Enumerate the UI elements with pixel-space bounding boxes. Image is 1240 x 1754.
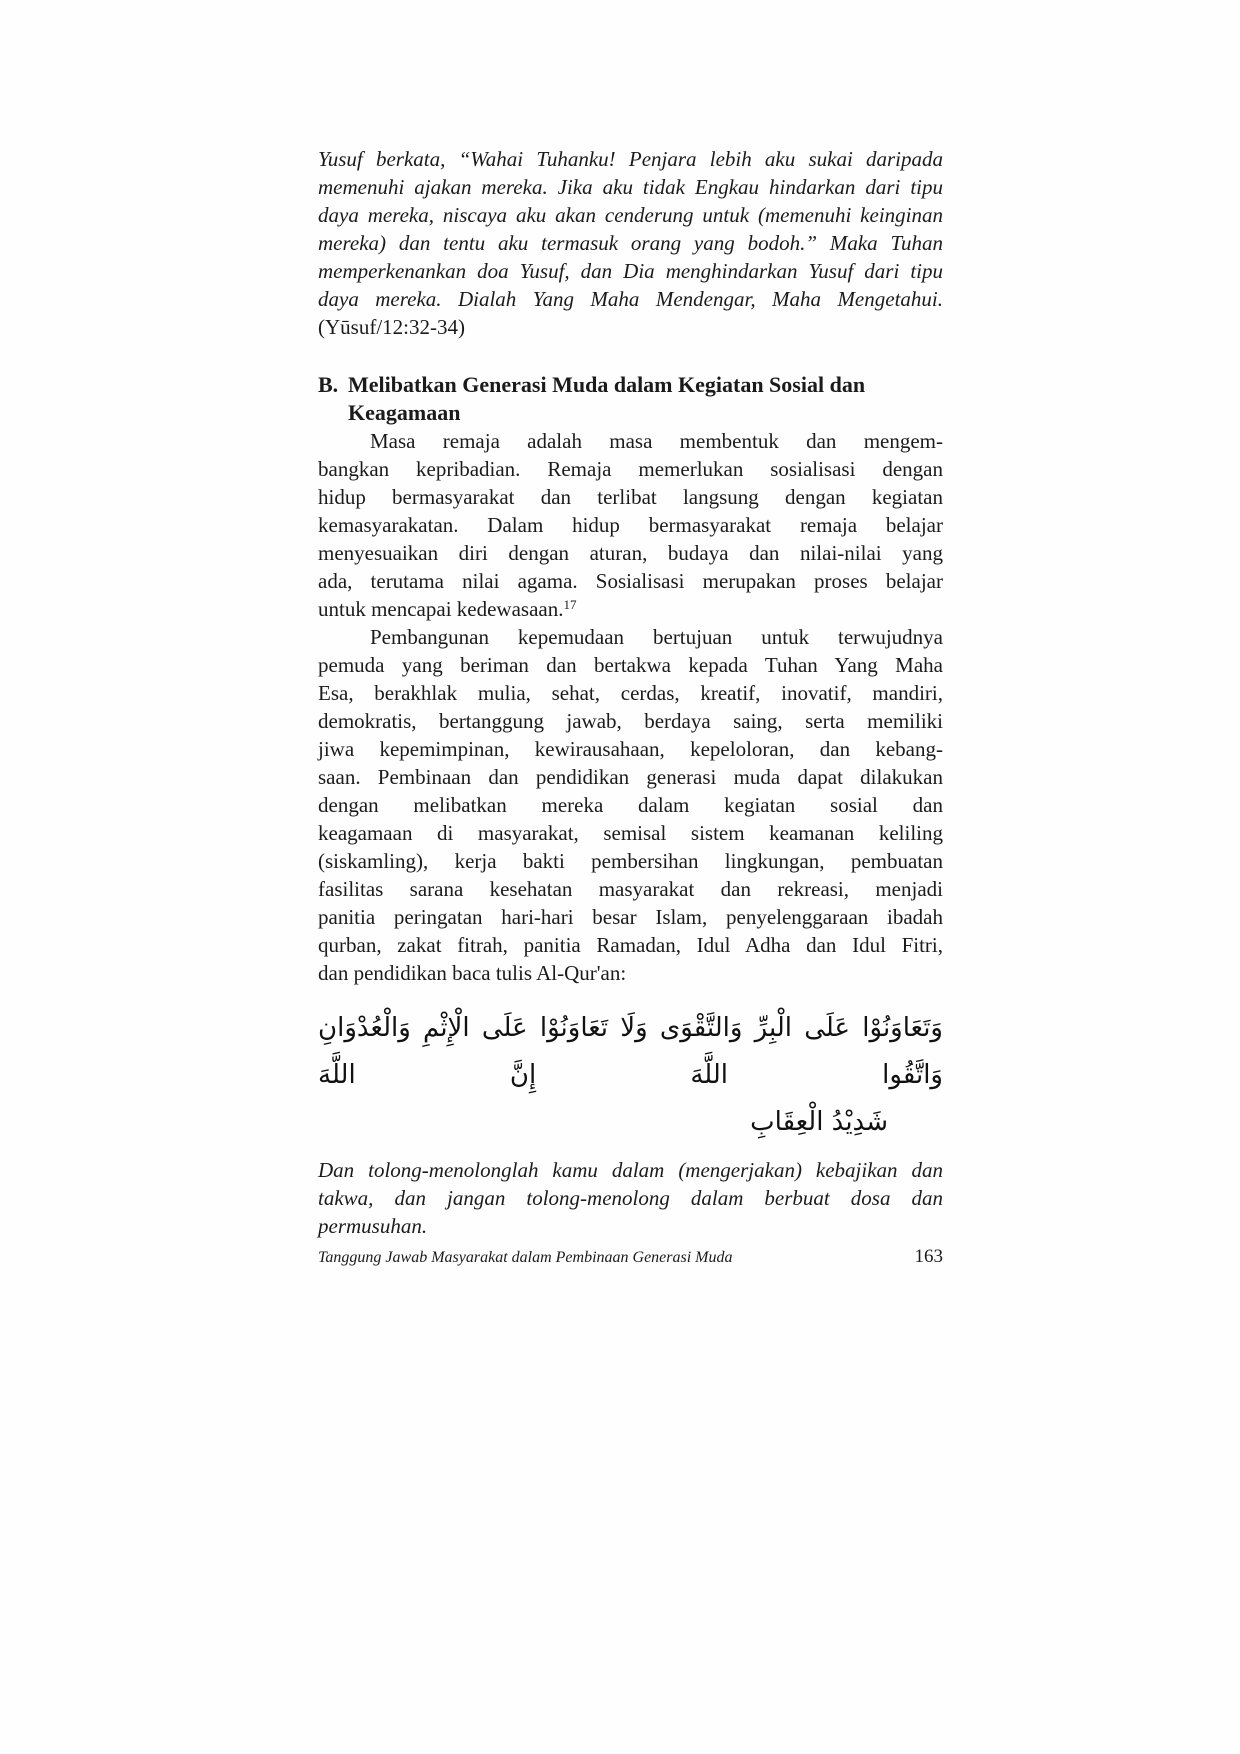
quote-line: memperkenankan doa Yusuf, dan Dia menghindarkan Yusuf dari tipu: [318, 259, 943, 283]
page-content: [318, 145, 943, 1240]
paragraph-line: bangkan kepribadian. Remaja memerlukan sosialisasi dengan: [318, 457, 943, 481]
section-title-line1: Melibatkan Generasi Muda dalam Kegiatan Sosial dan: [348, 372, 866, 397]
paragraph-line: panitia peringatan hari-hari besar Islam, penyelenggaraan ibadah: [318, 905, 943, 929]
paragraph-line: Esa, berakhlak mulia, sehat, cerdas, kreatif, inovatif, mandiri,: [318, 681, 943, 705]
paragraph-line: saan. Pembinaan dan pendidikan generasi muda dapat dilakukan: [318, 765, 943, 789]
paragraph-line: fasilitas sarana kesehatan masyarakat dan rekreasi, menjadi: [318, 877, 943, 901]
paragraph-line: dan pendidikan baca tulis Al-Qur'an:: [318, 961, 627, 985]
section-title-line2: Keagamaan: [348, 400, 461, 425]
page-number: 163: [914, 1246, 943, 1267]
paragraph-line: keagamaan di masyarakat, semisal sistem keamanan keliling: [318, 821, 943, 845]
running-footer-title: Tanggung Jawab Masyarakat dalam Pembinaan Generasi Muda: [318, 1249, 733, 1266]
paragraph-line: pemuda yang beriman dan bertakwa kepada Tuhan Yang Maha: [318, 653, 943, 677]
section-title: [348, 371, 865, 427]
body-paragraph-2: [318, 623, 943, 987]
section-label: B.: [318, 372, 339, 397]
quote-translation-text: [318, 145, 943, 313]
body-paragraph-1: [318, 427, 943, 623]
quote-line: daya mereka. Dialah Yang Maha Mendengar, Maha Mengetahui.: [318, 287, 943, 311]
quote-line: mereka) dan tentu aku termasuk orang yang bodoh.” Maka Tuhan: [318, 231, 943, 255]
paragraph-line: untuk mencapai kedewasaan.$^{17}$: [318, 597, 577, 621]
paragraph-line: kemasyarakatan. Dalam hidup bermasyarakat remaja belajar: [318, 513, 943, 537]
quran-quote-block: [318, 145, 943, 341]
arabic-verse-line1: وَتَعَاوَنُوْا عَلَى الْبِرِّ وَالتَّقْوَى وَلَا تَعَاوَنُوْا عَلَى الْإِثْمِ وَالْعُدْوَانِ وَاتَّقُوا اللَّهَ إِنَّ اللَّهَ: [318, 1013, 943, 1090]
arabic-verse: [318, 1005, 943, 1146]
translation-line: Dan tolong-menolonglah kamu dalam (mengerjakan) kebajikan dan: [318, 1158, 943, 1182]
verse-translation-block: [318, 1156, 943, 1240]
paragraph-line: dengan melibatkan mereka dalam kegiatan sosial dan: [318, 793, 943, 817]
section-heading: [318, 371, 943, 427]
quote-line: Yusuf berkata, “Wahai Tuhanku! Penjara lebih aku sukai daripada: [318, 147, 943, 171]
paragraph-line: Pembangunan kepemudaan bertujuan untuk terwujudnya: [370, 625, 943, 649]
paragraph-line: Masa remaja adalah masa membentuk dan mengem-: [370, 429, 943, 453]
quote-line: daya mereka, niscaya aku akan cenderung untuk (memenuhi keinginan: [318, 203, 943, 227]
paragraph-line: (siskamling), kerja bakti pembersihan lingkungan, pembuatan: [318, 849, 943, 873]
footnote-ref: 17: [563, 597, 577, 612]
quote-line: memenuhi ajakan mereka. Jika aku tidak Engkau hindarkan dari tipu: [318, 175, 943, 199]
paragraph-line: jiwa kepemimpinan, kewirausahaan, kepeloloran, dan kebang-: [318, 737, 943, 761]
paragraph-line: ada, terutama nilai agama. Sosialisasi merupakan proses belajar: [318, 569, 943, 593]
arabic-verse-line2: شَدِيْدُ الْعِقَابِ: [750, 1107, 888, 1137]
verse-reference: (Yūsuf/12:32-34): [318, 315, 465, 339]
paragraph-line: qurban, zakat fitrah, panitia Ramadan, Idul Adha dan Idul Fitri,: [318, 933, 943, 957]
page-footer: [318, 1246, 943, 1268]
paragraph-line: menyesuaikan diri dengan aturan, budaya dan nilai-nilai yang: [318, 541, 943, 565]
translation-line: takwa, dan jangan tolong-menolong dalam berbuat dosa dan permusuhan.: [318, 1186, 943, 1238]
paragraph-line: hidup bermasyarakat dan terlibat langsung dengan kegiatan: [318, 485, 943, 509]
paragraph-line: demokratis, bertanggung jawab, berdaya saing, serta memiliki: [318, 709, 943, 733]
